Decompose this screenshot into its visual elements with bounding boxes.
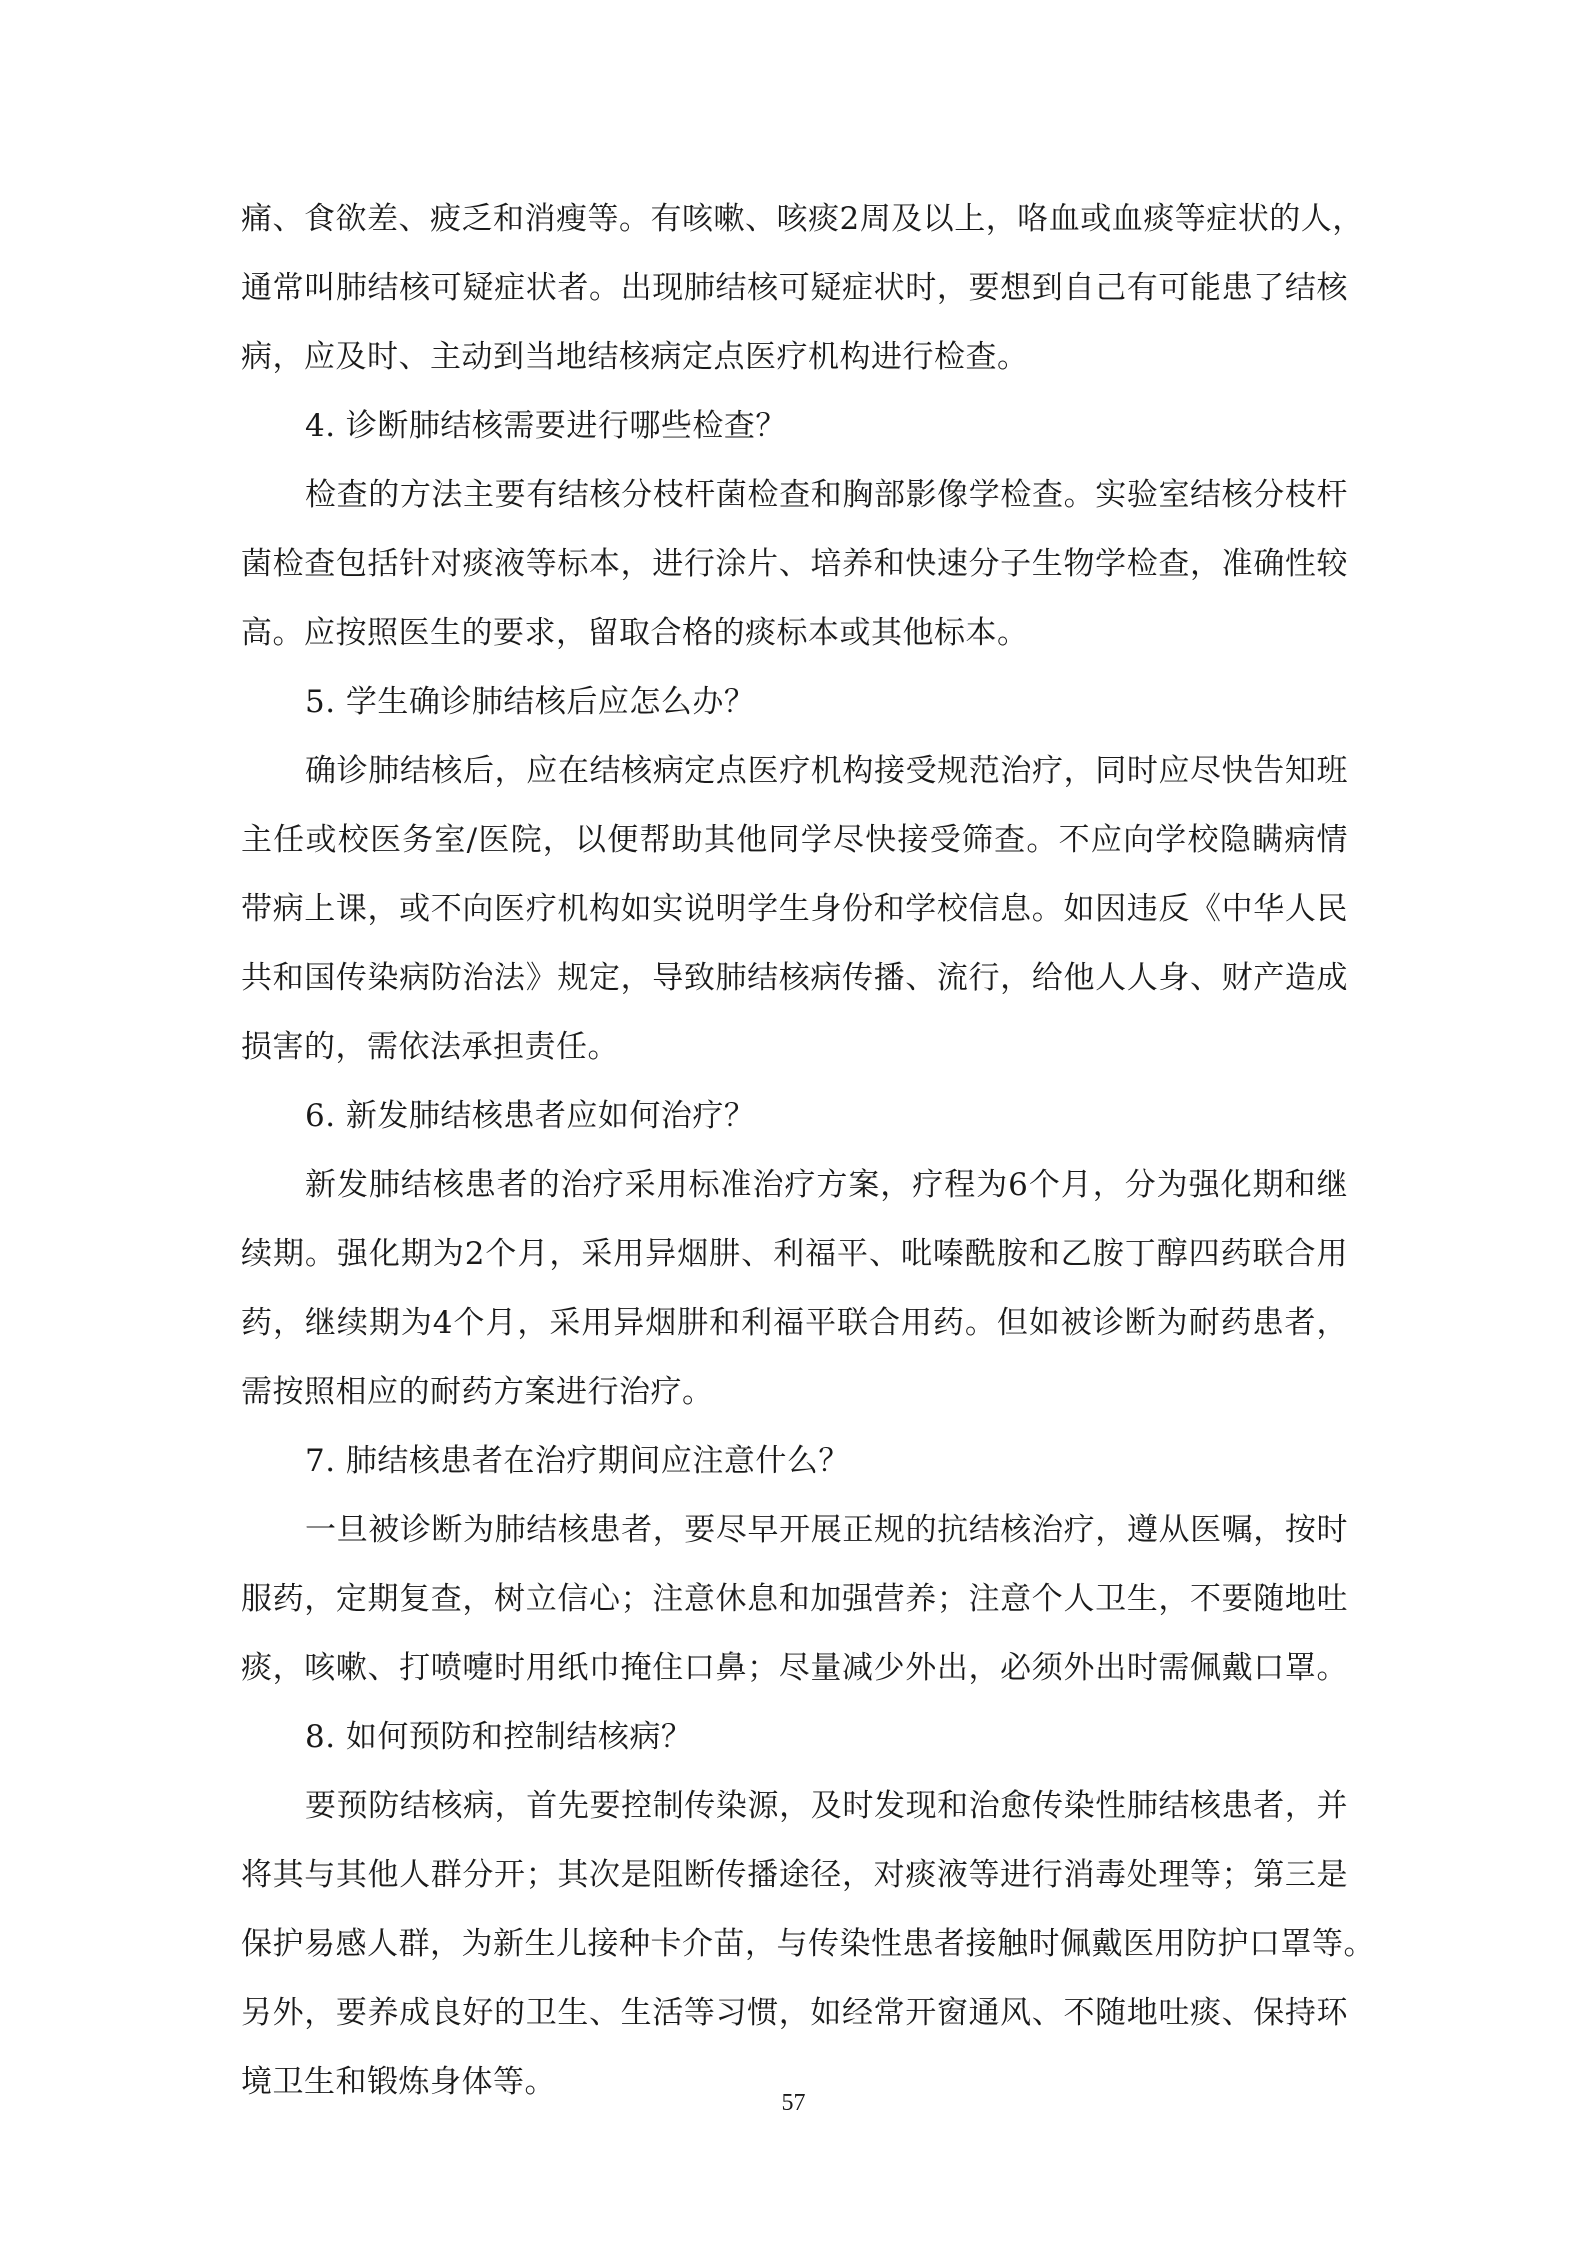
paragraph-line: 共和国传染病防治法》规定，导致肺结核病传播、流行，给他人人身、财产造成 xyxy=(241,960,1348,996)
paragraph-first-line: 确诊肺结核后，应在结核病定点医疗机构接受规范治疗，同时应尽快告知班 xyxy=(305,753,1348,789)
section-heading: 5. 学生确诊肺结核后应怎么办？ xyxy=(305,684,756,720)
section-heading: 4. 诊断肺结核需要进行哪些检查？ xyxy=(305,408,787,444)
paragraph-first-line: 要预防结核病，首先要控制传染源，及时发现和治愈传染性肺结核患者，并 xyxy=(305,1788,1348,1824)
paragraph-line: 主任或校医务室/医院，以便帮助其他同学尽快接受筛查。不应向学校隐瞒病情 xyxy=(241,822,1348,858)
document-body xyxy=(241,185,1375,2117)
paragraph-line: 病，应及时、主动到当地结核病定点医疗机构进行检查。 xyxy=(241,339,1029,375)
paragraph-line: 带病上课，或不向医疗机构如实说明学生身份和学校信息。如因违反《中华人民 xyxy=(241,891,1348,927)
paragraph-line: 另外，要养成良好的卫生、生活等习惯，如经常开窗通风、不随地吐痰、保持环 xyxy=(241,1995,1348,2031)
document-page xyxy=(241,185,1375,2117)
paragraph-line: 痛、食欲差、疲乏和消瘦等。有咳嗽、咳痰2周及以上，咯血或血痰等症状的人， xyxy=(241,201,1364,237)
paragraph-line: 药，继续期为4个月，采用异烟肼和利福平联合用药。但如被诊断为耐药患者， xyxy=(241,1305,1348,1341)
section-heading: 8. 如何预防和控制结核病？ xyxy=(305,1719,693,1755)
section-heading: 6. 新发肺结核患者应如何治疗？ xyxy=(305,1098,756,1134)
paragraph-first-line: 一旦被诊断为肺结核患者，要尽早开展正规的抗结核治疗，遵从医嘱，按时 xyxy=(305,1512,1348,1548)
paragraph-line: 菌检查包括针对痰液等标本，进行涂片、培养和快速分子生物学检查，准确性较 xyxy=(241,546,1348,582)
paragraph-line: 需按照相应的耐药方案进行治疗。 xyxy=(241,1374,714,1410)
paragraph-line: 痰，咳嗽、打喷嚏时用纸巾掩住口鼻；尽量减少外出，必须外出时需佩戴口罩。 xyxy=(241,1650,1348,1686)
paragraph-line: 服药，定期复查，树立信心；注意休息和加强营养；注意个人卫生，不要随地吐 xyxy=(241,1581,1348,1617)
paragraph-line: 高。应按照医生的要求，留取合格的痰标本或其他标本。 xyxy=(241,615,1029,651)
paragraph-line: 境卫生和锻炼身体等。 xyxy=(241,2064,556,2100)
section-heading: 7. 肺结核患者在治疗期间应注意什么？ xyxy=(305,1443,850,1479)
page-number: 57 xyxy=(781,2090,806,2116)
paragraph-line: 将其与其他人群分开；其次是阻断传播途径，对痰液等进行消毒处理等；第三是 xyxy=(241,1857,1348,1893)
paragraph-line: 通常叫肺结核可疑症状者。出现肺结核可疑症状时，要想到自己有可能患了结核 xyxy=(241,270,1348,306)
paragraph-line: 损害的，需依法承担责任。 xyxy=(241,1029,619,1065)
paragraph-line: 保护易感人群，为新生儿接种卡介苗，与传染性患者接触时佩戴医用防护口罩等。 xyxy=(241,1926,1375,1962)
paragraph-line: 续期。强化期为2个月，采用异烟肼、利福平、吡嗪酰胺和乙胺丁醇四药联合用 xyxy=(241,1236,1348,1272)
paragraph-first-line: 检查的方法主要有结核分枝杆菌检查和胸部影像学检查。实验室结核分枝杆 xyxy=(305,477,1348,513)
paragraph-first-line: 新发肺结核患者的治疗采用标准治疗方案，疗程为6个月，分为强化期和继 xyxy=(305,1167,1348,1203)
